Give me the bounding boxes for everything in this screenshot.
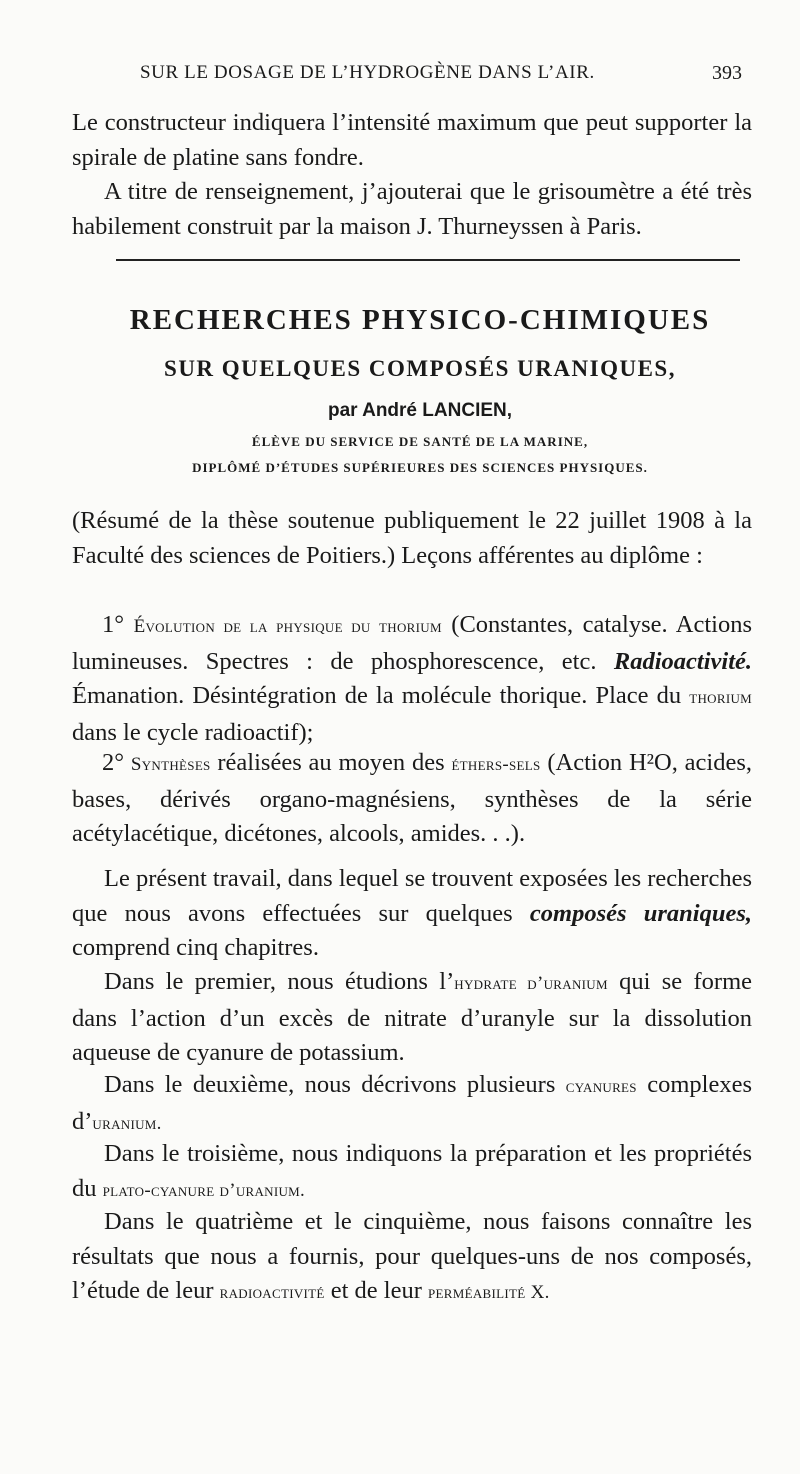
p2-text-b: qui se forme dans l’action d’un excès de nitrate d’uranyle sur la dissolution aqueuse de cyanure de potassium.	[72, 968, 753, 1066]
affiliation-1: ÉLÈVE DU SERVICE DE SANTÉ DE LA MARINE,	[251, 434, 589, 449]
p5-small-caps-b: perméabilité X.	[428, 1282, 550, 1303]
affiliation-2: DIPLÔMÉ D’ÉTUDES SUPÉRIEURES DES SCIENCES PHYSIQUES.	[192, 460, 648, 475]
page-header	[70, 62, 770, 92]
page-number: 393	[712, 62, 742, 84]
p4-small-caps: plato-cyanure d’uranium.	[102, 1179, 306, 1201]
author-name: LANCIEN,	[422, 400, 513, 421]
article-subtitle: SUR QUELQUES COMPOSÉS URANIQUES,	[164, 356, 676, 381]
lesson-item-1	[72, 608, 752, 750]
lesson-item-2	[72, 746, 752, 852]
section-divider	[116, 259, 740, 261]
item-1-italic: Radioactivité.	[613, 647, 752, 675]
p1-text-a: Le présent travail, dans lequel se trouvent exposées les recherches que nous avons effectuées sur quelques	[72, 865, 752, 927]
running-title: SUR LE DOSAGE DE L’HYDROGÈNE DANS L’AIR.	[140, 62, 595, 83]
item-2-text-a: réalisées au moyen des	[210, 749, 452, 776]
item-1-text-b: Émanation. Désintégration de la molécule thorique. Place du	[72, 682, 690, 709]
item-2-number: 2°	[102, 749, 125, 776]
previous-article-paragraph-1: Le constructeur indiquera l’intensité maximum que peut supporter la spirale de platine sans fondre.	[72, 109, 752, 171]
p1-italic: composés uraniques,	[529, 899, 752, 927]
p2-small-caps: hydrate d’uranium	[454, 973, 608, 994]
item-1-title: Évolution de la physique du thorium	[133, 616, 442, 637]
item-1-text-c: dans le cycle radioactif);	[72, 718, 314, 746]
previous-article-paragraph-2: A titre de renseignement, j’ajouterai que le grisoumètre a été très habilement construit par la maison J. Thurneyssen à Paris.	[72, 178, 752, 240]
p1-text-b: comprend cinq chapitres.	[72, 934, 319, 961]
article-title: RECHERCHES PHYSICO-CHIMIQUES	[129, 304, 711, 336]
p5-text-a: Dans le quatrième et le cinquième, nous faisons connaître les résultats que nous a fournis, pour quelques-uns de nos composés, l’étude de leur	[72, 1208, 752, 1304]
item-2-title: Synthèses	[130, 754, 211, 775]
resume-paragraph: (Résumé de la thèse soutenue publiquement le 22 juillet 1908 à la Faculté des sciences de Poitiers.) Leçons afférentes au diplôme :	[72, 507, 752, 569]
item-2-ethers: éthers-sels	[451, 754, 541, 775]
p2-text-a: Dans le premier, nous étudions l’	[104, 968, 455, 995]
body-paragraph-3	[72, 1068, 752, 1141]
p3-text-a: Dans le deuxième, nous décrivons plusieurs	[104, 1071, 566, 1098]
item-1-number: 1°	[102, 611, 125, 638]
p3-text-b: complexes d’	[72, 1071, 752, 1135]
item-2-text-b: (Action H²O, acides, bases, dérivés organo-magnésiens, synthèses de la série acétylacétique, dicétones, alcools, amides. . .).	[72, 749, 752, 847]
author-prefix: par André	[327, 400, 423, 421]
author-line	[70, 400, 770, 422]
p3-small-caps-b: uranium.	[92, 1112, 162, 1134]
p5-text-b: et de leur	[324, 1277, 429, 1304]
p5-small-caps-a: radioactivité	[219, 1282, 325, 1303]
body-paragraph-4	[72, 1137, 752, 1208]
p4-text-a: Dans le troisième, nous indiquons la préparation et les propriétés du	[72, 1140, 752, 1202]
item-1-thorium: thorium	[689, 687, 752, 708]
body-paragraph-1	[72, 862, 752, 966]
p3-small-caps-a: cyanures	[565, 1076, 637, 1097]
body-paragraph-2	[72, 965, 752, 1071]
item-1-text-a: (Constantes, catalyse. Actions lumineuses. Spectres : de phosphorescence, etc.	[72, 611, 752, 675]
body-paragraph-5	[72, 1205, 752, 1311]
